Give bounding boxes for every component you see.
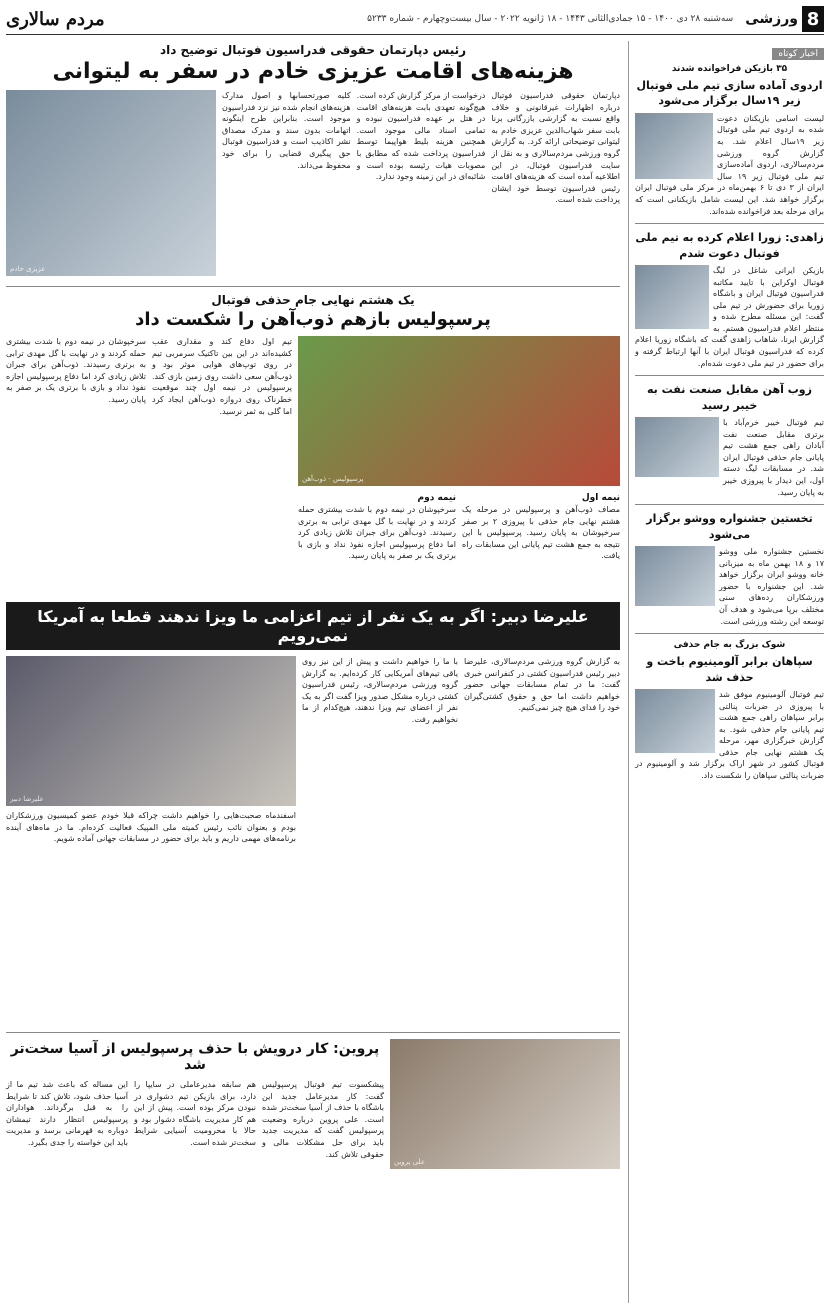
side-title: زاهدی: زورا اعلام کرده به تیم ملی فوتبال دعوت شدم <box>635 231 824 260</box>
side-item-zahedi <box>635 230 824 369</box>
wushu-photo <box>635 546 715 606</box>
section-number: 8 <box>802 6 824 32</box>
photo-caption: علی پروین <box>394 1158 426 1166</box>
side-title: سپاهان برابر آلومینیوم باخت و حذف شد <box>646 655 813 684</box>
divider <box>635 633 824 634</box>
side-title: زوب آهن مقابل صنعت نفت به خیبر رسید <box>647 383 812 412</box>
divider <box>635 375 824 376</box>
story-column: مصاف ذوب‌آهن و پرسپولیس در مرحله یک هشتم نهایی جام حذفی با پیروزی ۲ بر صفر سرخپوشان به پایان رسید. پرسپولیس با این نتیجه به جمع هشت تیم پایانی این مسابقات راه یافت. <box>462 505 620 561</box>
subcolumn <box>462 490 620 562</box>
dabir-photo <box>6 656 296 806</box>
side-item-u19 <box>635 64 824 217</box>
story-text-wrap <box>6 1039 384 1169</box>
story-column: اسفندماه صحبت‌هایی را خواهیم داشت چراکه قبلا خودم عضو کمیسیون ورزشکاران بودم و بعنوان نائب رئیس کمیته ملی المپیک فعالیت کرده‌ام. ما در ماه‌های آینده برنامه‌های مهمی داریم و باید برای حضور در مسابقات جهانی آماده شویم. <box>6 811 296 844</box>
azizi-photo <box>6 90 216 276</box>
story-column: سرخپوشان در نیمه دوم با شدت بیشتری حمله کردند و در نهایت با گل مهدی ترابی به برتری رسیدند. ذوب‌آهن برای جبران تلاش زیادی کرد اما دفاع پرسپولیس اجازه نفوذ نداد و بازی با برتری یک بر صفر به پایان رسید. <box>298 505 456 561</box>
side-kicker: شوک بزرگ به جام حذفی <box>673 640 786 651</box>
subheading: نیمه دوم <box>417 493 456 503</box>
page-columns <box>6 41 824 1303</box>
story-banner: علیرضا دبیر: اگر به یک نفر از تیم اعزامی ما ویزا ندهند قطعا به آمریکا نمی‌رویم <box>6 602 620 650</box>
story-column: با ما را خواهیم داشت و پیش از این نیز روی یاقی تیم‌های آمریکایی کار کرده‌ایم. به گزارش گروه ورزشی مردم‌سالاری، رئیس فدراسیون کشتی درباره مشکل صدور ویزا گفت اگر به یک نفر از اعضای تیم ویزا ندهند، هیچ‌کدام از ما نخواهیم رفت. <box>302 657 458 724</box>
divider <box>6 286 620 287</box>
side-body: تیم فوتبال خیبر خرم‌آباد با برتری مقابل صنعت نفت آبادان راهی جمع هشت تیم پایانی جام حذفی فوتبال ایران شد. در مسابقات لیگ دسته اول، این دیدار با پیروزی خیبر به پایان رسید. <box>723 418 824 497</box>
sidebar-tag: اخبار کوتاه <box>772 48 824 60</box>
story-body <box>6 1039 620 1169</box>
story-headline: پرسپولیس بازهم ذوب‌آهن را شکست داد <box>135 309 491 330</box>
side-item-sepahan <box>635 640 824 782</box>
kheibar-photo <box>635 417 719 477</box>
zahedi-photo <box>635 265 709 329</box>
story-headline: هزینه‌های اقامت عزیزی خادم در سفر به لیتوانی <box>52 59 574 84</box>
story-column-wrap <box>298 336 620 596</box>
subheading: نیمه اول <box>581 493 620 503</box>
main-content <box>6 41 620 1303</box>
photo-caption: عزیزی خادم <box>9 265 46 273</box>
story-azizi <box>6 43 620 280</box>
parvin-photo <box>390 1039 620 1169</box>
story-column: به گزارش گروه ورزشی مردم‌سالاری، علیرضا دبیر رئیس فدراسیون کشتی در کنفرانس خبری گفت: ما در تمام مسابقات جهانی حضور خواهیم داشت اما حق و حقوق کشتی‌گیران خود را فدای هیچ چیز نمی‌کنیم. <box>464 657 620 713</box>
divider <box>635 504 824 505</box>
story-persepolis <box>6 293 620 596</box>
story-subcolumns <box>298 490 620 562</box>
dabir-block <box>6 656 296 1026</box>
side-item-wushu <box>635 511 824 627</box>
story-column: درخواست از مرکز گزارش کرده است. هیچ‌گونه تعهدی بابت هزینه‌های اقامت در هتل بر عهده فدراسیون نبوده و تمامی اسناد مالی موجود است. همچنین هزینه بلیط هواپیما توسط فدراسیون پرداخت شده که مطابق با مصوبات هیات رئیسه بوده است و شائبه‌ای در این زمینه وجود ندارد. <box>356 91 486 182</box>
story-body <box>6 90 620 280</box>
story-column: هم سابقه مدیرعاملی در سایپا را دارد، برای بازیکن تیم دشواری در نبودن مرکز بوده است. پیش از این هم کار مدیریت باشگاه دشوار بود و حالا با محرومیت آسیایی شرایط سخت‌تر شده است. <box>134 1080 256 1147</box>
story-body <box>6 336 620 596</box>
photo-caption: علیرضا دبیر <box>10 795 44 803</box>
side-body: بازیکن ایرانی شاغل در لیگ فوتبال اوکراین با تایید مکاتبه فدراسیون فوتبال ایران و باشگاه زوریا برای حضورش در تیم ملی گفت: این مسئله مطرح شده و منتظر اعلام فدراسیون هستم. به گزارش ایرنا، شاهاب زاهدی گفت که باشگاه زوریا اعلام کرده که فدراسیون فوتبال ایران با آنها ارتباط گرفته و برای حضور در تیم ملی دعوت شده‌ام. <box>635 265 824 368</box>
story-columns <box>6 1079 384 1160</box>
story-parvin <box>6 1039 620 1169</box>
story-column: کلیه صورتحسابها و اصول مدارک هزینه‌های انجام شده نیز نزد فدراسیون موجود است. بنابراین طرح اینگونه اتهامات بدون سند و مدرک مصداق نشر اکاذیب است و فدراسیون فوتبال حق پیگیری قضایی را برای خود محفوظ می‌داند. <box>221 91 351 170</box>
newspaper-logo: مردم سالاری <box>6 8 105 30</box>
side-body: لیست اسامی بازیکنان دعوت شده به اردوی تیم ملی فوتبال زیر ۱۹سال اعلام شد. به گزارش گروه ورزشی مردم‌سالاری، اردوی آماده‌سازی تیم ملی فوتبال زیر ۱۹ سال ایران از ۳ دی تا ۶ بهمن‌ماه در مرکز ملی فوتبال ایران برگزار خواهد شد. این لیست شامل بازیکنانی است که برای مرحله بعد فراخوانده شده‌اند. <box>635 113 825 216</box>
section-box <box>745 6 824 32</box>
dateline: سه‌شنبه ۲۸ دی ۱۴۰۰ - ۱۵ جمادی‌الثانی ۱۴۴۳ - ۱۸ ژانویه ۲۰۲۲ - سال بیست‌وچهارم - شماره ۵۲۳۳ <box>367 14 734 24</box>
divider <box>635 223 824 224</box>
side-title: اردوی آماده سازی تیم ملی فوتبال زیر ۱۹سال برگزار می‌شود <box>636 79 823 108</box>
story-column: دپارتمان حقوقی فدراسیون فوتبال درباره اظهارات غیرقانونی و خلاف واقع نسبت به گزارشی بازرگانی برنا بابت سفر شهاب‌الدین عزیزی خادم به لیتوانی توضیحاتی ارائه کرد. به گزارش گروه ورزشی مردم‌سالاری و به نقل از سایت فدراسیون فوتبال، در این اطلاعیه آمده است که هزینه‌های اقامت رئیس فدراسیون توسط خود ایشان پرداخت شده است. <box>491 91 620 205</box>
side-kicker: ۳۵ بازیکن فراخوانده شدند <box>671 64 788 74</box>
masthead <box>6 4 824 35</box>
story-column: این مساله که باعث شد تیم ما از آسیا حذف شود، تلاش کند تا شرایط را به قبل برگرداند. هواداران پرسپولیس انتظار دارند تیمشان دوباره به قهرمانی برسد و مدیریت باید این خواسته را جدی بگیرد. <box>6 1080 128 1147</box>
story-column: پیشکسوت تیم فوتبال پرسپولیس گفت: کار مدیرعامل جدید این باشگاه با حذف از آسیا سخت‌تر شده است. علی پروین درباره وضعیت پرسپولیس گفت که مدیریت جدید باید برای حل مشکلات مالی و حقوقی تلاش کند. <box>262 1080 384 1159</box>
story-kicker: یک هشتم نهایی جام حذفی فوتبال <box>211 293 415 307</box>
sepahan-photo <box>635 689 715 753</box>
side-body: نخستین جشنواره ملی ووشو ۱۷ و ۱۸ بهمن ماه به میزبانی خانه ووشو ایران برگزار خواهد شد. این جشنواره با حضور ورزشکاران رده‌های سنی مختلف برپا می‌شود و هدف آن توسعه این رشته ورزشی است. <box>719 546 825 626</box>
subcolumn <box>298 490 456 562</box>
side-body: تیم فوتبال آلومینیوم موفق شد با پیروزی در ضربات پنالتی برابر سپاهان راهی جمع هشت تیم پایانی جام حذفی شود. به گزارش خبرگزاری مهر، مرحله یک هشتم نهایی جام حذفی فوتبال کشور در شهر اراک برگزار شد و آلومینیوم در ضربات پنالتی سپاهان را شکست داد. <box>635 689 824 781</box>
story-headline: پروین: کار درویش با حذف پرسپولیس از آسیا سخت‌تر شد <box>10 1041 380 1073</box>
story-dabir <box>6 602 620 1026</box>
story-kicker: رئیس دپارتمان حقوقی فدراسیون فوتبال توضیح داد <box>159 43 467 57</box>
story-column: تیم اول دفاع کند و مقداری عقب کشیده‌اند در این بین تاکتیک سرمربی تیم در روی توپ‌های هوایی موثر بود و ذوب‌آهن سعی داشت روی زمین بازی کند. پرسپولیس در نیمه اول چند موقعیت خطرناک روی دروازه ذوب‌آهن ایجاد کرد اما گلی به ثمر نرسید. <box>152 337 292 416</box>
section-name: ورزشی <box>745 11 798 27</box>
story-body <box>6 656 620 1026</box>
match-photo <box>298 336 620 486</box>
futsal-photo <box>635 113 713 179</box>
photo-caption: پرسپولیس - ذوب‌آهن <box>302 475 364 483</box>
side-title: تخستین جشنواره ووشو برگزار می‌شود <box>646 512 813 541</box>
side-item-kheibar <box>635 382 824 498</box>
story-column: سرخپوشان در نیمه دوم با شدت بیشتری حمله کردند و در نهایت با گل مهدی ترابی به برتری رسیدند. ذوب‌آهن برای جبران تلاش زیادی کرد اما دفاع پرسپولیس اجازه نفوذ نداد و بازی با برتری یک بر صفر به پایان رسید. <box>6 337 146 404</box>
divider <box>6 1032 620 1033</box>
sidebar <box>628 41 824 1303</box>
